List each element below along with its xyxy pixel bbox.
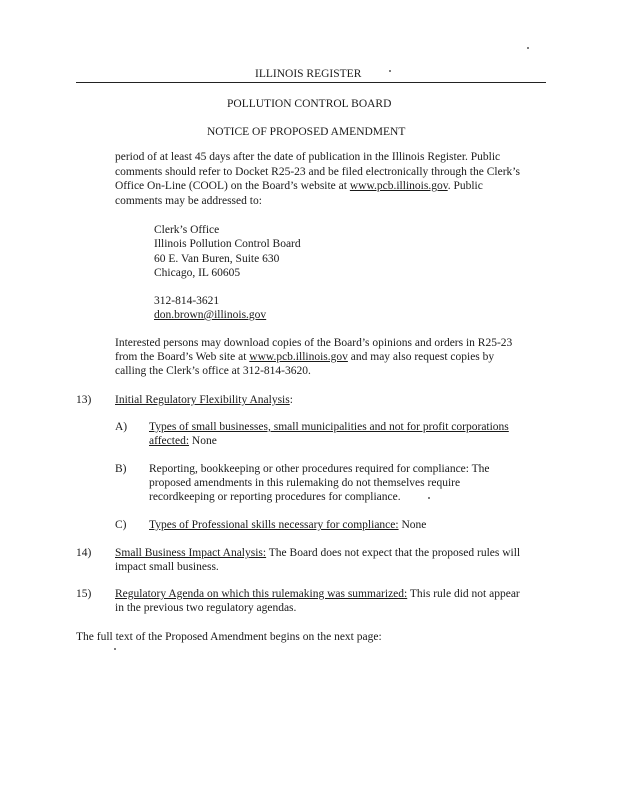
item-13c-letter: C): [115, 519, 127, 531]
notice-heading: NOTICE OF PROPOSED AMENDMENT: [207, 126, 406, 138]
download-line-3: calling the Clerk’s office at 312-814-3620.: [115, 365, 311, 377]
item-15-line-1: [115, 587, 520, 601]
address-line-2: Illinois Pollution Control Board: [154, 238, 301, 250]
scan-speck: [114, 648, 116, 650]
intro-line-3-tail: . Public: [447, 180, 483, 192]
intro-line-1: period of at least 45 days after the date of publication in the Illinois Register. Public: [115, 151, 501, 163]
scan-speck: [428, 497, 430, 499]
pcb-website-link-2[interactable]: www.pcb.illinois.gov: [249, 351, 348, 363]
item-14-number: 14): [76, 547, 92, 559]
item-15-line-1-rest: This rule did not appear: [407, 588, 520, 600]
full-text-notice: The full text of the Proposed Amendment begins on the next page:: [76, 631, 382, 643]
item-15-label: Regulatory Agenda on which this rulemaking was summarized:: [115, 588, 408, 600]
item-13b-line-1: Reporting, bookkeeping or other procedures required for compliance: The: [149, 463, 490, 475]
download-line-2-post: and may also request copies by: [347, 351, 495, 363]
item-13b-line-2: proposed amendments in this rulemaking do not themselves require: [149, 477, 461, 489]
item-14-line-1-rest: The Board does not expect that the proposed rules will: [266, 547, 521, 559]
item-13a-line-2: [149, 434, 217, 448]
item-13b-letter: B): [115, 463, 127, 475]
item-15-line-2: in the previous two regulatory agendas.: [115, 602, 297, 614]
download-line-2: [115, 350, 494, 364]
item-13a-affected: affected:: [149, 435, 190, 447]
item-14-line-1: [115, 546, 520, 560]
email-link[interactable]: don.brown@illinois.gov: [154, 309, 267, 321]
item-15-number: 15): [76, 588, 92, 600]
header-rule: [76, 82, 546, 83]
item-13-title-suffix: :: [289, 394, 293, 406]
item-13a-value: None: [189, 435, 217, 447]
item-13-heading: [115, 393, 293, 407]
pcb-website-link[interactable]: www.pcb.illinois.gov: [349, 180, 448, 192]
address-line-3: 60 E. Van Buren, Suite 630: [154, 253, 280, 265]
scan-speck: [389, 70, 391, 72]
intro-line-3-text: Office On-Line (COOL) on the Board’s website at: [115, 180, 350, 192]
item-13c-label: Types of Professional skills necessary for compliance:: [149, 519, 399, 531]
phone-number: 312-814-3621: [154, 295, 220, 307]
item-13c-value: None: [398, 519, 427, 531]
intro-line-2: comments should refer to Docket R25-23 and be filed electronically through the Clerk’s: [115, 166, 520, 178]
item-13c-line: [149, 518, 426, 532]
item-13-title: Initial Regulatory Flexibility Analysis: [115, 394, 290, 406]
item-14-line-2: impact small business.: [115, 561, 219, 573]
item-13a-letter: A): [115, 421, 128, 433]
board-heading: POLLUTION CONTROL BOARD: [227, 98, 392, 110]
item-13-number: 13): [76, 394, 92, 406]
item-14-label: Small Business Impact Analysis:: [115, 547, 267, 559]
address-line-4: Chicago, IL 60605: [154, 267, 241, 279]
download-line-2-pre: from the Board’s Web site at: [115, 351, 250, 363]
item-13a-line-1: Types of small businesses, small municipalities and not for profit corporations: [149, 421, 509, 433]
address-line-1: Clerk’s Office: [154, 224, 220, 236]
scan-speck: [527, 47, 529, 49]
item-13b-line-3: recordkeeping or reporting procedures for compliance.: [149, 491, 401, 503]
intro-line-3: [115, 179, 483, 193]
register-heading: ILLINOIS REGISTER: [255, 68, 362, 80]
download-line-1: Interested persons may download copies of the Board’s opinions and orders in R25-23: [115, 337, 513, 349]
intro-line-4: comments may be addressed to:: [115, 195, 262, 207]
